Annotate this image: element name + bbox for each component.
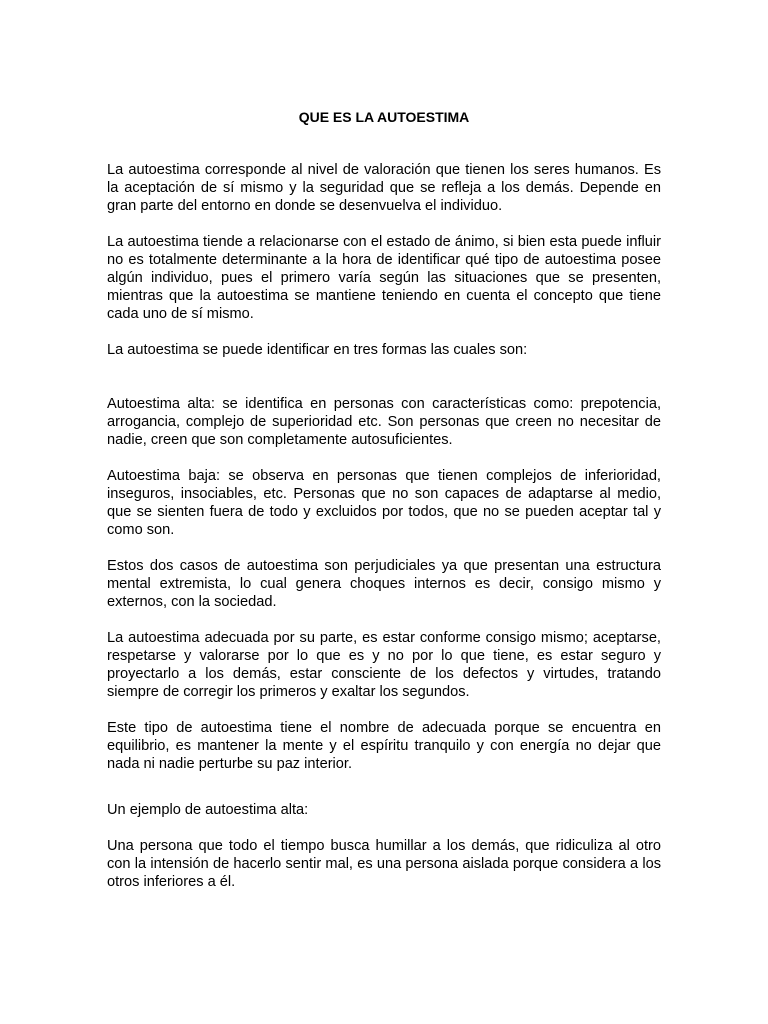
document-title: QUE ES LA AUTOESTIMA — [298, 109, 470, 125]
paragraph-example: Una persona que todo el tiempo busca humillar a los demás, que ridiculiza al otro con la intensión de hacerlo sentir mal, es una persona aislada porque considera a los otros inferiores a él. — [107, 838, 661, 890]
paragraph-low-self-esteem: Autoestima baja: se observa en personas que tienen complejos de inferioridad, inseguros, insociables, etc. Personas que no son capaces de adaptarse al medio, que se sienten fuera de todo y excluidos por todos, que no se pueden aceptar tal y como son. — [107, 468, 661, 538]
paragraph-harmful-cases: Estos dos casos de autoestima son perjudiciales ya que presentan una estructura mental extremista, lo cual genera choques internos es decir, consigo mismo y externos, con la sociedad. — [107, 558, 661, 610]
paragraph-high-self-esteem: Autoestima alta: se identifica en personas con características como: prepotencia, arrogancia, complejo de superioridad etc. Son personas que creen no necesitar de nadie, creen que son completamente autosuficientes. — [107, 396, 661, 448]
paragraph-definition: La autoestima corresponde al nivel de valoración que tienen los seres humanos. Es la aceptación de sí mismo y la seguridad que se refleja a los demás. Depende en gran parte del entorno en donde se desenvuelva el individuo. — [107, 162, 661, 214]
paragraph-example-heading: Un ejemplo de autoestima alta: — [107, 802, 309, 818]
paragraph-three-forms: La autoestima se puede identificar en tres formas las cuales son: — [107, 342, 528, 358]
paragraph-mood: La autoestima tiende a relacionarse con el estado de ánimo, si bien esta puede influir no es totalmente determinante a la hora de identificar qué tipo de autoestima posee algún individuo, pues el primero varía según las situaciones que se presenten, mientras que la autoestima se mantiene teniendo en cuenta el concepto que tiene cada uno de sí mismo. — [107, 234, 661, 322]
document-body — [107, 108, 661, 891]
paragraph-equilibrium: Este tipo de autoestima tiene el nombre de adecuada porque se encuentra en equilibrio, es mantener la mente y el espíritu tranquilo y con energía no dejar que nada ni nadie perturbe su paz interior. — [107, 720, 661, 772]
paragraph-adequate-self-esteem: La autoestima adecuada por su parte, es estar conforme consigo mismo; aceptarse, respetarse y valorarse por lo que es y no por lo que tiene, es estar seguro y proyectarlo a los demás, estar consciente de los defectos y virtudes, tratando siempre de corregir los primeros y exaltar los segundos. — [107, 630, 661, 700]
